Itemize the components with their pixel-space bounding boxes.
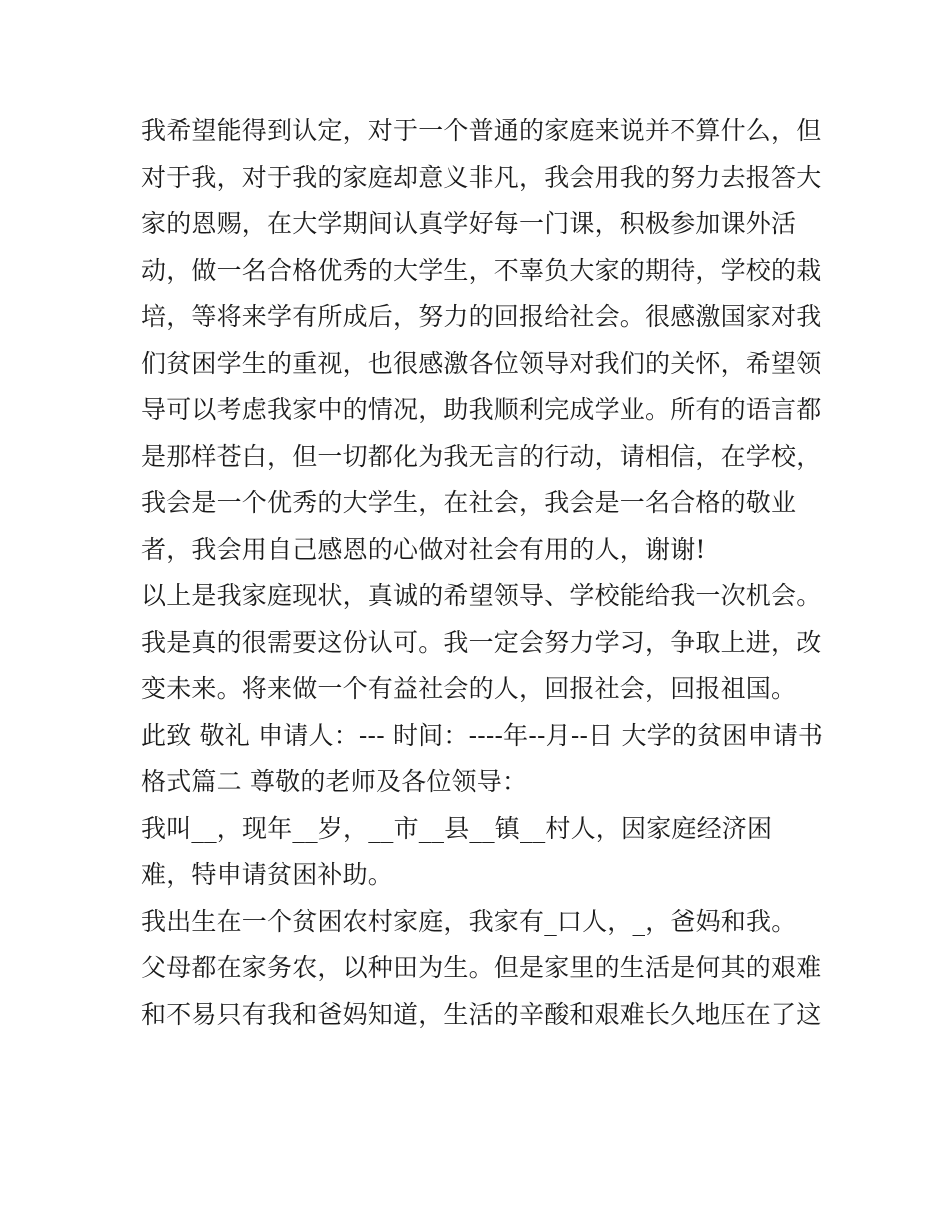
- text-line: 我是真的很需要这份认可。我一定会努力学习，争取上进，改: [141, 627, 822, 657]
- text-line: 是那样苍白，但一切都化为我无言的行动，请相信，在学校，: [141, 441, 822, 471]
- text-line: 我会是一个优秀的大学生，在社会，我会是一名合格的敬业: [141, 488, 797, 517]
- text-line: 我叫__，现年__岁，__市__县__镇__村人，因家庭经济困: [141, 813, 773, 843]
- text-line: 动，做一名合格优秀的大学生，不辜负大家的期待，学校的栽: [141, 255, 822, 285]
- text-line: 难，特申请贫困补助。: [141, 860, 394, 889]
- text-line: 以上是我家庭现状，真诚的希望领导、学校能给我一次机会。: [141, 581, 822, 610]
- text-line: 者，我会用自己感恩的心做对社会有用的人，谢谢!: [141, 534, 706, 564]
- text-line: 和不易只有我和爸妈知道，生活的辛酸和艰难长久地压在了这: [141, 999, 822, 1029]
- text-line: 导可以考虑我家中的情况，助我顺利完成学业。所有的语言都: [141, 395, 822, 424]
- text-line: 格式篇二 尊敬的老师及各位领导：: [141, 767, 528, 796]
- text-line: 父母都在家务农，以种田为生。但是家里的生活是何其的艰难: [141, 953, 822, 982]
- text-line: 变未来。将来做一个有益社会的人，回报社会，回报祖国。: [141, 674, 797, 703]
- body-text: [141, 108, 824, 1038]
- text-line: 我希望能得到认定，对于一个普通的家庭来说并不算什么，但: [141, 116, 822, 145]
- text-line: 培，等将来学有所成后，努力的回报给社会。很感激国家对我: [141, 302, 822, 331]
- text-line: 我出生在一个贫困农村家庭，我家有_口人，_，爸妈和我。: [141, 906, 797, 936]
- text-line: 对于我，对于我的家庭却意义非凡，我会用我的努力去报答大: [141, 162, 822, 192]
- text-line: 们贫困学生的重视，也很感激各位领导对我们的关怀，希望领: [141, 348, 822, 378]
- text-line: 家的恩赐，在大学期间认真学好每一门课，积极参加课外活: [141, 209, 797, 238]
- text-line: 此致 敬礼 申请人：--- 时间：----年--月--日 大学的贫困申请书: [141, 720, 824, 750]
